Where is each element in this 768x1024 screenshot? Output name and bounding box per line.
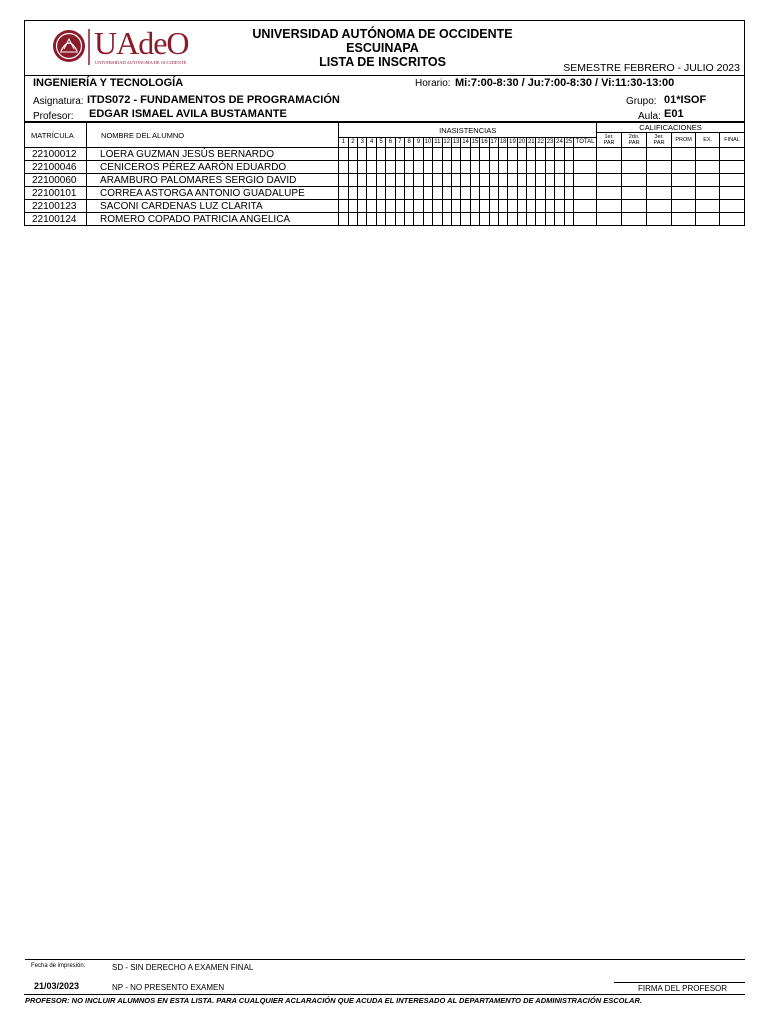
empty-cell	[358, 187, 367, 200]
empty-cell	[358, 161, 367, 174]
empty-cell	[555, 148, 564, 161]
signature-line	[614, 982, 745, 983]
inasistencia-number: 15	[470, 138, 479, 148]
empty-cell	[696, 213, 720, 226]
empty-cell	[672, 187, 696, 200]
empty-cell	[451, 174, 460, 187]
table-row	[25, 161, 745, 174]
empty-cell	[545, 187, 554, 200]
empty-cell	[451, 213, 460, 226]
empty-cell	[517, 213, 526, 226]
empty-cell	[527, 174, 536, 187]
empty-cell	[517, 161, 526, 174]
empty-cell	[489, 174, 498, 187]
inasistencia-number: 17	[489, 138, 498, 148]
empty-cell	[498, 187, 507, 200]
header-divider	[25, 75, 744, 76]
inasistencia-number: 25	[564, 138, 573, 148]
sd-note: SD - SIN DERECHO A EXAMEN FINAL	[112, 963, 254, 972]
empty-cell	[597, 213, 622, 226]
empty-cell	[433, 187, 442, 200]
cal-column-label-2: PAR	[628, 140, 640, 146]
empty-cell	[348, 148, 357, 161]
empty-cell	[564, 213, 573, 226]
empty-cell	[622, 213, 647, 226]
empty-cell	[597, 200, 622, 213]
asignatura-label: Asignatura:	[33, 96, 84, 107]
semester-label: SEMESTRE FEBRERO - JULIO 2023	[563, 62, 740, 74]
cal-column-label-1: FINAL	[724, 137, 740, 143]
empty-cell	[622, 187, 647, 200]
empty-cell	[545, 148, 554, 161]
inasistencia-number: 3	[358, 138, 367, 148]
empty-cell	[672, 213, 696, 226]
empty-cell	[414, 187, 423, 200]
empty-cell	[414, 200, 423, 213]
empty-cell	[489, 200, 498, 213]
empty-cell	[461, 213, 470, 226]
empty-cell	[622, 161, 647, 174]
cal-column-label-1: EX.	[703, 137, 713, 143]
empty-cell	[367, 148, 376, 161]
empty-cell	[564, 148, 573, 161]
empty-cell	[348, 213, 357, 226]
inasistencia-number: 10	[423, 138, 432, 148]
student-matricula: 22100101	[25, 187, 87, 200]
empty-cell	[720, 148, 745, 161]
empty-cell	[647, 200, 672, 213]
empty-cell	[545, 213, 554, 226]
empty-cell	[423, 174, 432, 187]
empty-cell	[489, 213, 498, 226]
empty-cell	[442, 148, 451, 161]
empty-cell	[622, 174, 647, 187]
inasistencia-number: 20	[517, 138, 526, 148]
fecha-value: 21/03/2023	[34, 981, 80, 991]
empty-cell	[489, 161, 498, 174]
empty-cell	[395, 148, 404, 161]
empty-cell	[367, 174, 376, 187]
empty-cell	[508, 148, 517, 161]
inasistencia-number: 22	[536, 138, 545, 148]
empty-cell	[672, 161, 696, 174]
empty-cell	[574, 148, 597, 161]
empty-cell	[376, 148, 385, 161]
empty-cell	[517, 200, 526, 213]
empty-cell	[574, 213, 597, 226]
university-logo	[52, 27, 202, 67]
empty-cell	[555, 213, 564, 226]
empty-cell	[555, 174, 564, 187]
empty-cell	[647, 161, 672, 174]
empty-cell	[508, 161, 517, 174]
logo-subtext: UNIVERSIDAD AUTÓNOMA DE OCCIDENTE	[95, 60, 187, 65]
empty-cell	[423, 200, 432, 213]
empty-cell	[423, 161, 432, 174]
cal-column-header	[647, 133, 672, 148]
empty-cell	[536, 148, 545, 161]
empty-cell	[720, 200, 745, 213]
empty-cell	[536, 161, 545, 174]
empty-cell	[386, 187, 395, 200]
empty-cell	[339, 148, 348, 161]
empty-cell	[574, 161, 597, 174]
student-matricula: 22100012	[25, 148, 87, 161]
empty-cell	[339, 187, 348, 200]
inasistencia-number: 12	[442, 138, 451, 148]
empty-cell	[498, 213, 507, 226]
cal-column-label-1: PROM	[675, 137, 692, 143]
empty-cell	[395, 213, 404, 226]
profesor-label: Profesor:	[33, 111, 74, 122]
empty-cell	[720, 187, 745, 200]
empty-cell	[386, 174, 395, 187]
asignatura-value: ITDS072 - FUNDAMENTOS DE PROGRAMACIÓN	[87, 94, 340, 106]
empty-cell	[395, 200, 404, 213]
empty-cell	[442, 161, 451, 174]
campus-name: ESCUINAPA	[346, 41, 419, 55]
empty-cell	[376, 213, 385, 226]
cal-column-header	[696, 133, 720, 148]
empty-cell	[339, 200, 348, 213]
empty-cell	[574, 187, 597, 200]
empty-cell	[574, 200, 597, 213]
empty-cell	[433, 200, 442, 213]
footer-divider	[25, 959, 745, 960]
empty-cell	[508, 213, 517, 226]
empty-cell	[480, 187, 489, 200]
inasistencia-number: 13	[451, 138, 460, 148]
empty-cell	[555, 187, 564, 200]
empty-cell	[358, 213, 367, 226]
empty-cell	[527, 148, 536, 161]
empty-cell	[442, 213, 451, 226]
empty-cell	[414, 161, 423, 174]
table-row	[25, 213, 745, 226]
col-matricula: MATRÍCULA	[25, 123, 87, 148]
empty-cell	[508, 187, 517, 200]
empty-cell	[527, 213, 536, 226]
table-row	[25, 148, 745, 161]
inasistencia-number: 5	[376, 138, 385, 148]
empty-cell	[386, 200, 395, 213]
empty-cell	[489, 187, 498, 200]
empty-cell	[405, 161, 414, 174]
empty-cell	[564, 187, 573, 200]
student-name: ROMERO COPADO PATRICIA ANGELICA	[87, 213, 339, 226]
empty-cell	[367, 213, 376, 226]
empty-cell	[376, 174, 385, 187]
horario-value: Mi:7:00-8:30 / Ju:7:00-8:30 / Vi:11:30-13:00	[455, 77, 675, 89]
student-name: SACONI CARDENAS LUZ CLARITA	[87, 200, 339, 213]
empty-cell	[545, 161, 554, 174]
empty-cell	[498, 148, 507, 161]
empty-cell	[574, 174, 597, 187]
horario-label: Horario:	[415, 78, 451, 89]
empty-cell	[480, 174, 489, 187]
empty-cell	[395, 187, 404, 200]
empty-cell	[348, 174, 357, 187]
empty-cell	[498, 200, 507, 213]
col-calificaciones: CALIFICACIONES	[597, 123, 745, 133]
empty-cell	[597, 148, 622, 161]
empty-cell	[527, 187, 536, 200]
empty-cell	[423, 213, 432, 226]
grupo-value: 01*ISOF	[664, 94, 707, 106]
warning-divider	[24, 994, 745, 995]
empty-cell	[358, 200, 367, 213]
empty-cell	[597, 174, 622, 187]
empty-cell	[414, 174, 423, 187]
empty-cell	[720, 213, 745, 226]
university-title	[200, 27, 565, 69]
empty-cell	[470, 148, 479, 161]
table-row	[25, 174, 745, 187]
empty-cell	[433, 174, 442, 187]
inasistencia-number: 19	[508, 138, 517, 148]
inasistencia-number: 6	[386, 138, 395, 148]
col-nombre: NOMBRE DEL ALUMNO	[87, 123, 339, 148]
empty-cell	[564, 161, 573, 174]
empty-cell	[451, 187, 460, 200]
grupo-label: Grupo:	[626, 96, 657, 107]
empty-cell	[622, 200, 647, 213]
empty-cell	[348, 187, 357, 200]
empty-cell	[536, 187, 545, 200]
empty-cell	[405, 187, 414, 200]
inasistencia-number: 14	[461, 138, 470, 148]
empty-cell	[555, 161, 564, 174]
cal-column-label-2: PAR	[653, 140, 665, 146]
empty-cell	[405, 200, 414, 213]
empty-cell	[672, 148, 696, 161]
empty-cell	[647, 187, 672, 200]
empty-cell	[555, 200, 564, 213]
empty-cell	[647, 148, 672, 161]
student-name: LOERA GUZMAN JESÚS BERNARDO	[87, 148, 339, 161]
empty-cell	[339, 174, 348, 187]
cal-column-label-1: 2do.	[628, 134, 640, 140]
empty-cell	[461, 148, 470, 161]
student-name: CORREA ASTORGA ANTONIO GUADALUPE	[87, 187, 339, 200]
empty-cell	[423, 187, 432, 200]
empty-cell	[597, 161, 622, 174]
empty-cell	[386, 213, 395, 226]
empty-cell	[423, 148, 432, 161]
firma-label: FIRMA DEL PROFESOR	[638, 984, 728, 993]
warning-note: PROFESOR: NO INCLUIR ALUMNOS EN ESTA LISTA. PARA CUALQUIER ACLARACIÓN QUE ACUDA EL INTERESADO AL DEPARTAMENTO DE ADMINISTRACIÓN ESCOLAR.	[25, 996, 642, 1005]
empty-cell	[696, 148, 720, 161]
students-table	[24, 122, 745, 226]
empty-cell	[647, 213, 672, 226]
empty-cell	[498, 161, 507, 174]
empty-cell	[461, 174, 470, 187]
inasistencia-number: TOTAL	[574, 138, 597, 148]
inasistencia-number: 18	[498, 138, 507, 148]
empty-cell	[564, 200, 573, 213]
empty-cell	[480, 213, 489, 226]
empty-cell	[498, 174, 507, 187]
empty-cell	[433, 213, 442, 226]
empty-cell	[489, 148, 498, 161]
empty-cell	[461, 187, 470, 200]
inasistencia-number: 9	[414, 138, 423, 148]
table-row	[25, 200, 745, 213]
empty-cell	[461, 161, 470, 174]
empty-cell	[517, 174, 526, 187]
inasistencia-number: 2	[348, 138, 357, 148]
inasistencia-number: 7	[395, 138, 404, 148]
inasistencia-number: 21	[527, 138, 536, 148]
inasistencia-number: 23	[545, 138, 554, 148]
empty-cell	[433, 161, 442, 174]
empty-cell	[451, 148, 460, 161]
empty-cell	[696, 161, 720, 174]
empty-cell	[386, 161, 395, 174]
empty-cell	[376, 161, 385, 174]
empty-cell	[339, 213, 348, 226]
empty-cell	[358, 174, 367, 187]
empty-cell	[647, 174, 672, 187]
aula-value: E01	[664, 108, 684, 120]
empty-cell	[672, 174, 696, 187]
student-matricula: 22100123	[25, 200, 87, 213]
empty-cell	[414, 213, 423, 226]
empty-cell	[395, 161, 404, 174]
empty-cell	[451, 200, 460, 213]
empty-cell	[470, 161, 479, 174]
empty-cell	[508, 174, 517, 187]
empty-cell	[517, 187, 526, 200]
fecha-label: Fecha de impresión:	[31, 963, 86, 969]
empty-cell	[597, 187, 622, 200]
empty-cell	[442, 200, 451, 213]
empty-cell	[367, 161, 376, 174]
cal-column-label-2: PAR	[603, 140, 615, 146]
cal-column-header	[622, 133, 647, 148]
profesor-value: EDGAR ISMAEL AVILA BUSTAMANTE	[89, 108, 287, 120]
empty-cell	[339, 161, 348, 174]
np-note: NP - NO PRESENTO EXAMEN	[112, 983, 225, 992]
student-name: CENICEROS PÉREZ AARÓN EDUARDO	[87, 161, 339, 174]
table-row	[25, 187, 745, 200]
empty-cell	[405, 148, 414, 161]
empty-cell	[480, 200, 489, 213]
empty-cell	[545, 174, 554, 187]
university-name: UNIVERSIDAD AUTÓNOMA DE OCCIDENTE	[252, 27, 513, 41]
empty-cell	[536, 174, 545, 187]
cal-column-header	[720, 133, 745, 148]
empty-cell	[442, 174, 451, 187]
empty-cell	[545, 200, 554, 213]
student-matricula: 22100046	[25, 161, 87, 174]
inasistencia-number: 16	[480, 138, 489, 148]
empty-cell	[358, 148, 367, 161]
empty-cell	[367, 200, 376, 213]
cal-column-label-1: 1er.	[604, 134, 614, 140]
empty-cell	[696, 174, 720, 187]
col-inasistencias: INASISTENCIAS	[339, 123, 597, 138]
empty-cell	[720, 161, 745, 174]
area-name: INGENIERÍA Y TECNOLOGÍA	[33, 77, 184, 89]
empty-cell	[470, 200, 479, 213]
empty-cell	[451, 161, 460, 174]
empty-cell	[470, 187, 479, 200]
document-title: LISTA DE INSCRITOS	[319, 55, 446, 69]
empty-cell	[696, 200, 720, 213]
empty-cell	[696, 187, 720, 200]
empty-cell	[470, 174, 479, 187]
empty-cell	[672, 200, 696, 213]
empty-cell	[480, 161, 489, 174]
empty-cell	[480, 148, 489, 161]
empty-cell	[348, 200, 357, 213]
empty-cell	[405, 174, 414, 187]
empty-cell	[367, 187, 376, 200]
inasistencia-number: 11	[433, 138, 442, 148]
inasistencia-number: 4	[367, 138, 376, 148]
empty-cell	[527, 161, 536, 174]
inasistencia-number: 24	[555, 138, 564, 148]
empty-cell	[376, 200, 385, 213]
empty-cell	[433, 148, 442, 161]
empty-cell	[376, 187, 385, 200]
empty-cell	[508, 200, 517, 213]
empty-cell	[405, 213, 414, 226]
empty-cell	[442, 187, 451, 200]
empty-cell	[536, 200, 545, 213]
empty-cell	[414, 148, 423, 161]
cal-column-header	[672, 133, 696, 148]
empty-cell	[564, 174, 573, 187]
empty-cell	[470, 213, 479, 226]
student-name: ARAMBURO PALOMARES SERGIO DAVID	[87, 174, 339, 187]
inasistencia-number: 1	[339, 138, 348, 148]
empty-cell	[622, 148, 647, 161]
empty-cell	[517, 148, 526, 161]
aula-label: Aula:	[638, 111, 661, 122]
cal-column-header	[597, 133, 622, 148]
student-matricula: 22100060	[25, 174, 87, 187]
empty-cell	[720, 174, 745, 187]
empty-cell	[395, 174, 404, 187]
logo-wordmark: UAdeO	[94, 25, 189, 61]
empty-cell	[461, 200, 470, 213]
student-matricula: 22100124	[25, 213, 87, 226]
cal-column-label-1: 3er.	[654, 134, 664, 140]
empty-cell	[527, 200, 536, 213]
inasistencia-number: 8	[405, 138, 414, 148]
empty-cell	[348, 161, 357, 174]
empty-cell	[536, 213, 545, 226]
empty-cell	[386, 148, 395, 161]
